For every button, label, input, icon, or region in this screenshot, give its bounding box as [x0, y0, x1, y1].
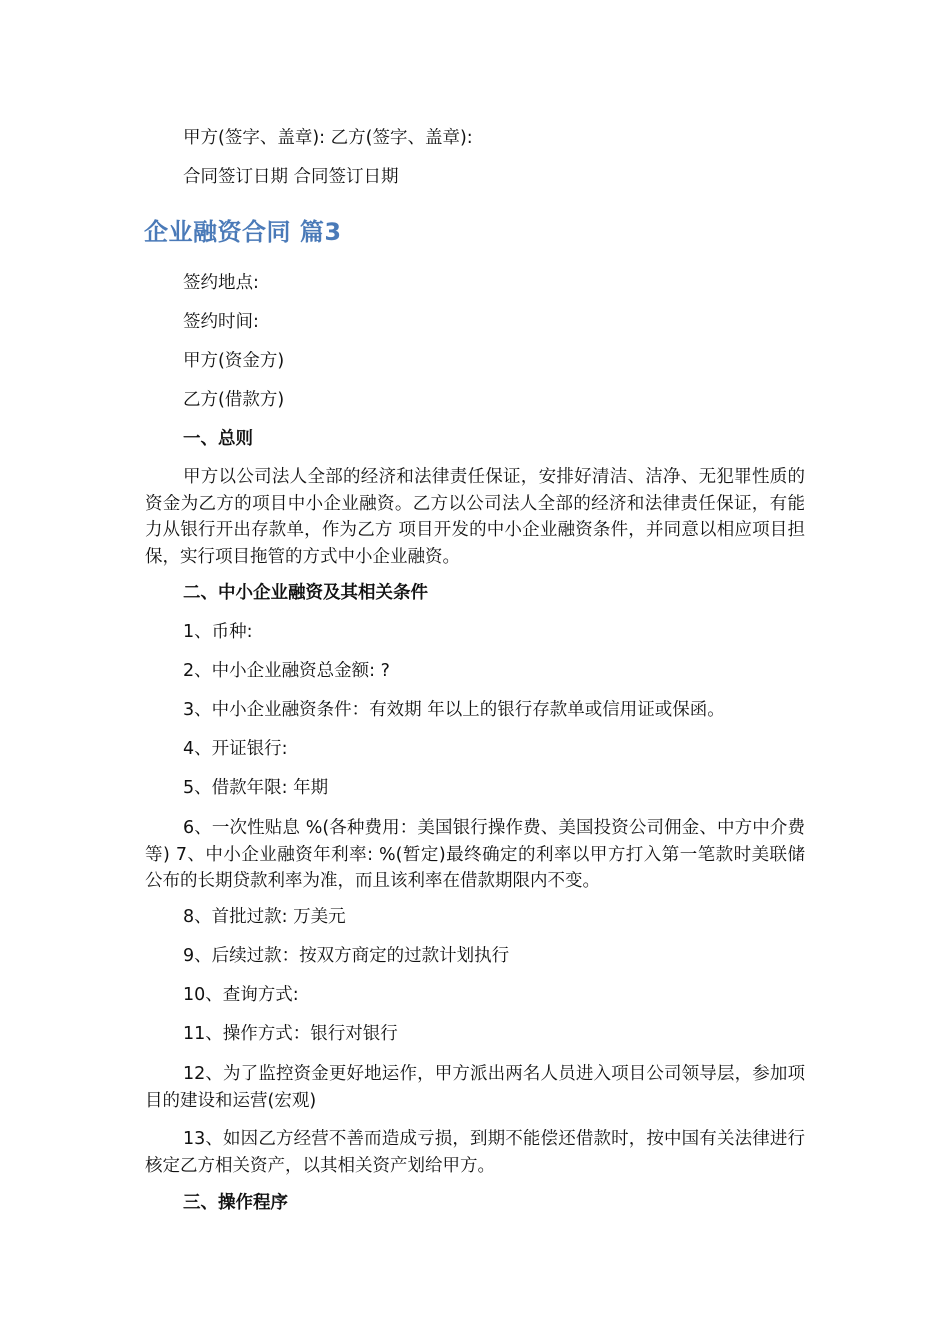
- condition-item-5: 5、借款年限: 年期: [183, 778, 329, 798]
- section-title: 企业融资合同 篇3: [144, 218, 342, 246]
- general-paragraph: 甲方以公司法人全部的经济和法律责任保证，安排好清洁、洁净、无犯罪性质的资金为乙方的项目中小企业融资。乙方以公司法人全部的经济和法律责任保证，有能力从银行开出存款单，作为乙方 项目开发的中小企业融资条件，并同意以相应项目担保，实行项目拖管的方式中小企业融资。: [145, 467, 805, 567]
- signing-place: 签约地点:: [183, 273, 259, 293]
- signing-date-line: 合同签订日期 合同签订日期: [183, 167, 399, 187]
- condition-item-11: 11、操作方式：银行对银行: [183, 1024, 398, 1044]
- general-heading: 一、总则: [183, 429, 253, 449]
- party-a: 甲方(资金方): [183, 351, 285, 371]
- condition-item-12: 12、为了监控资金更好地运作，甲方派出两名人员进入项目公司领导层，参加项目的建设和运营(宏观): [145, 1064, 805, 1111]
- signing-time: 签约时间:: [183, 312, 259, 332]
- condition-item-3: 3、中小企业融资条件：有效期 年以上的银行存款单或信用证或保函。: [183, 700, 725, 720]
- condition-item-13: 13、如因乙方经营不善而造成亏损，到期不能偿还借款时，按中国有关法律进行核定乙方相关资产，以其相关资产划给甲方。: [145, 1129, 805, 1176]
- condition-item-1: 1、币种:: [183, 622, 253, 642]
- condition-item-10: 10、查询方式:: [183, 985, 299, 1005]
- condition-item-2: 2、中小企业融资总金额: ?: [183, 661, 390, 681]
- conditions-heading: 二、中小企业融资及其相关条件: [183, 583, 428, 603]
- signature-line: 甲方(签字、盖章): 乙方(签字、盖章):: [183, 128, 473, 148]
- procedure-heading: 三、操作程序: [183, 1193, 288, 1213]
- condition-item-9: 9、后续过款：按双方商定的过款计划执行: [183, 946, 510, 966]
- condition-item-6-7: 6、一次性贴息 %(各种费用：美国银行操作费、美国投资公司佣金、中方中介费等) 7、中小企业融资年利率: %(暂定)最终确定的利率以甲方打入第一笔款时美联储公布的长期贷款利率为准，而且该利率在借款期限内不变。: [145, 818, 805, 891]
- condition-item-8: 8、首批过款: 万美元: [183, 907, 346, 927]
- condition-item-4: 4、开证银行:: [183, 739, 288, 759]
- party-b: 乙方(借款方): [183, 390, 285, 410]
